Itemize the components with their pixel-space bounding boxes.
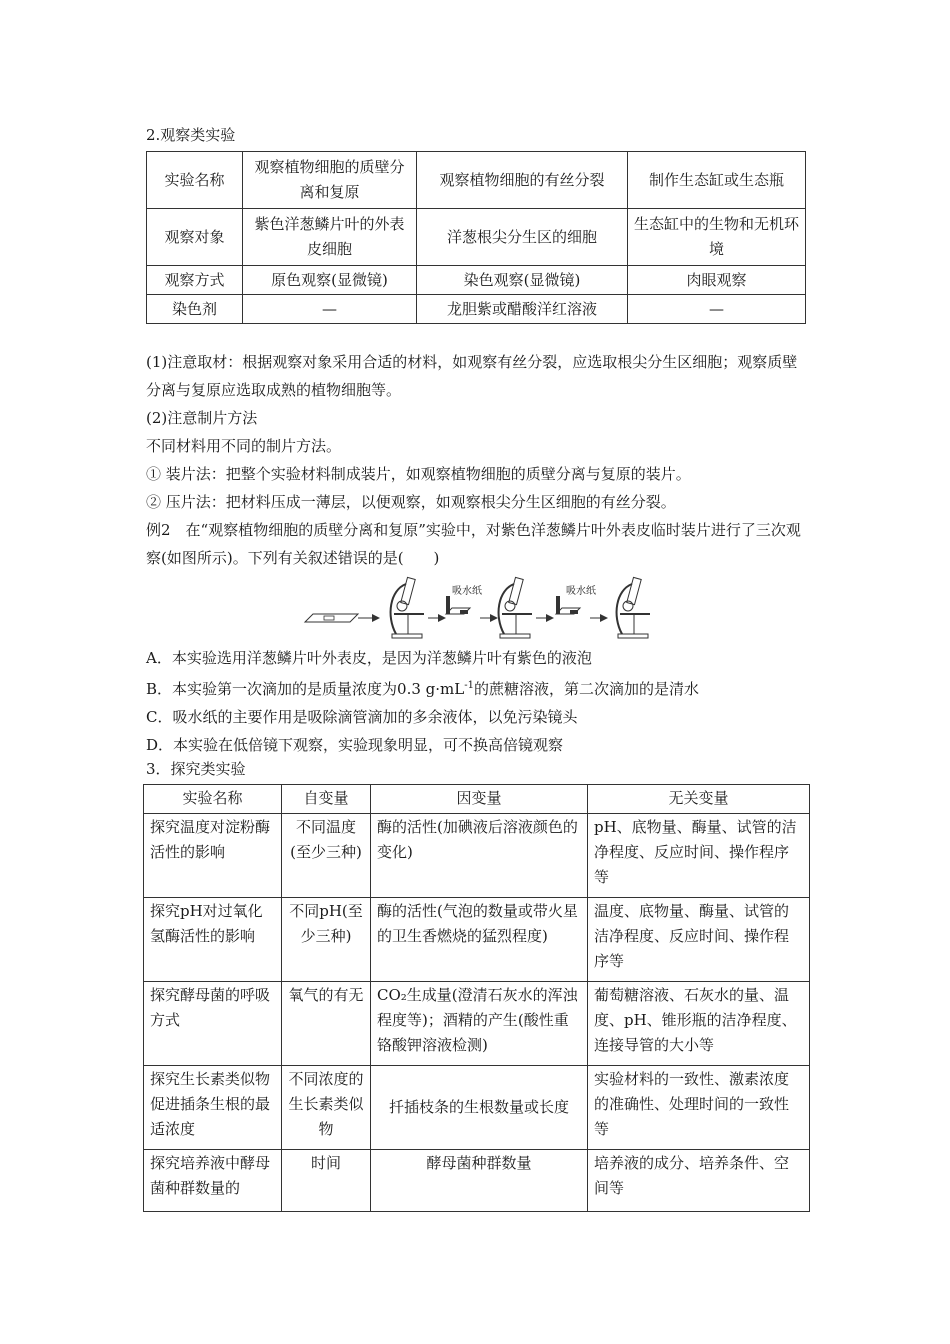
microscope-icon [617, 577, 650, 638]
table-cell: 时间 [282, 1150, 371, 1212]
table-cell: 观察方式 [147, 266, 243, 295]
note-paragraph: ② 压片法：把材料压成一薄层，以便观察，如观察根尖分生区细胞的有丝分裂。 [146, 493, 676, 511]
table-cell: — [243, 295, 417, 324]
table-cell: 龙胆紫或醋酸洋红溶液 [417, 295, 628, 324]
table-row [144, 1066, 810, 1150]
table-cell: 培养液的成分、培养条件、空间等 [588, 1150, 810, 1212]
figure-label: 吸水纸 [566, 586, 596, 597]
figure-label: 吸水纸 [452, 586, 482, 597]
section-heading-exploration: 3．探究类实验 [146, 760, 246, 778]
dropper-icon [446, 596, 470, 614]
table-cell: 观察对象 [147, 209, 243, 266]
table-cell: pH、底物量、酶量、试管的洁净程度、反应时间、操作程序等 [588, 814, 810, 898]
microscope-procedure-figure [300, 574, 660, 644]
example-question: 例2 在“观察植物细胞的质壁分离和复原”实验中，对紫色洋葱鳞片叶外表皮临时装片进行了三次观察(如图所示)。下列有关叙述错误的是( ) [146, 521, 801, 567]
table-cell: 紫色洋葱鳞片叶的外表皮细胞 [243, 209, 417, 266]
table-cell: 染色观察(显微镜) [417, 266, 628, 295]
option-b-text: B．本实验第一次滴加的是质量浓度为0.3 g·mL [146, 680, 465, 698]
note-paragraph: (1)注意取材：根据观察对象采用合适的材料，如观察有丝分裂，应选取根尖分生区细胞；观察质壁分离与复原应选取成熟的植物细胞等。 [146, 353, 798, 399]
table-row [147, 266, 806, 295]
table-cell: 不同温度(至少三种) [282, 814, 371, 898]
microscope-icon [391, 577, 424, 638]
dropper-icon [556, 596, 580, 614]
table-cell: 实验材料的一致性、激素浓度的准确性、处理时间的一致性等 [588, 1066, 810, 1150]
table-cell: 不同pH(至少三种) [282, 898, 371, 982]
note-paragraph: (2)注意制片方法 [146, 409, 258, 427]
table-row [144, 898, 810, 982]
table-cell: — [628, 295, 806, 324]
note-paragraph: 不同材料用不同的制片方法。 [146, 437, 342, 455]
table-cell: 温度、底物量、酶量、试管的洁净程度、反应时间、操作程序等 [588, 898, 810, 982]
section-heading-observation: 2.观察类实验 [146, 126, 236, 144]
table-cell: CO₂生成量(澄清石灰水的浑浊程度等)；酒精的产生(酸性重铬酸钾溶液检测) [371, 982, 588, 1066]
option-c: C．吸水纸的主要作用是吸除滴管滴加的多余液体，以免污染镜头 [146, 708, 578, 726]
observation-experiments-table [146, 151, 806, 324]
option-a: A．本实验选用洋葱鳞片叶外表皮，是因为洋葱鳞片叶有紫色的液泡 [146, 649, 592, 667]
table-cell: 染色剂 [147, 295, 243, 324]
notes-section [146, 348, 806, 572]
table-cell: 不同浓度的生长素类似物 [282, 1066, 371, 1150]
table-cell: 制作生态缸或生态瓶 [628, 152, 806, 209]
slide-icon [305, 614, 358, 622]
table-row [144, 814, 810, 898]
table-header: 因变量 [371, 785, 588, 814]
table-cell: 葡萄糖溶液、石灰水的量、温度、pH、锥形瓶的洁净程度、连接导管的大小等 [588, 982, 810, 1066]
table-cell: 探究培养液中酵母菌种群数量的 [144, 1150, 282, 1212]
note-paragraph: ① 装片法：把整个实验材料制成装片，如观察植物细胞的质壁分离与复原的装片。 [146, 465, 691, 483]
table-cell: 洋葱根尖分生区的细胞 [417, 209, 628, 266]
table-header: 自变量 [282, 785, 371, 814]
table-row [144, 1150, 810, 1212]
table-cell: 探究酵母菌的呼吸方式 [144, 982, 282, 1066]
option-b-text-end: 的蔗糖溶液，第二次滴加的是清水 [473, 680, 699, 698]
table-cell: 生态缸中的生物和无机环境 [628, 209, 806, 266]
table-header: 实验名称 [144, 785, 282, 814]
table-row [147, 295, 806, 324]
table-cell: 扦插枝条的生根数量或长度 [371, 1066, 588, 1150]
table-row [147, 209, 806, 266]
table-cell: 酶的活性(气泡的数量或带火星的卫生香燃烧的猛烈程度) [371, 898, 588, 982]
option-d: D．本实验在低倍镜下观察，实验现象明显，可不换高倍镜观察 [146, 736, 564, 754]
table-cell: 探究生长素类似物促进插条生根的最适浓度 [144, 1066, 282, 1150]
unit-exponent: -1 [464, 680, 474, 691]
table-cell: 酶的活性(加碘液后溶液颜色的变化) [371, 814, 588, 898]
exploration-experiments-table [143, 784, 810, 1212]
table-cell: 探究温度对淀粉酶活性的影响 [144, 814, 282, 898]
table-header-row [144, 785, 810, 814]
table-cell: 探究pH对过氧化氢酶活性的影响 [144, 898, 282, 982]
table-header: 无关变量 [588, 785, 810, 814]
table-cell: 观察植物细胞的质壁分离和复原 [243, 152, 417, 209]
microscope-icon [499, 577, 532, 638]
table-cell: 氧气的有无 [282, 982, 371, 1066]
table-row [147, 152, 806, 209]
table-row [144, 982, 810, 1066]
table-cell: 酵母菌种群数量 [371, 1150, 588, 1212]
option-b [146, 672, 806, 703]
table-cell: 实验名称 [147, 152, 243, 209]
answer-options [146, 644, 806, 759]
table-cell: 肉眼观察 [628, 266, 806, 295]
table-cell: 原色观察(显微镜) [243, 266, 417, 295]
table-cell: 观察植物细胞的有丝分裂 [417, 152, 628, 209]
